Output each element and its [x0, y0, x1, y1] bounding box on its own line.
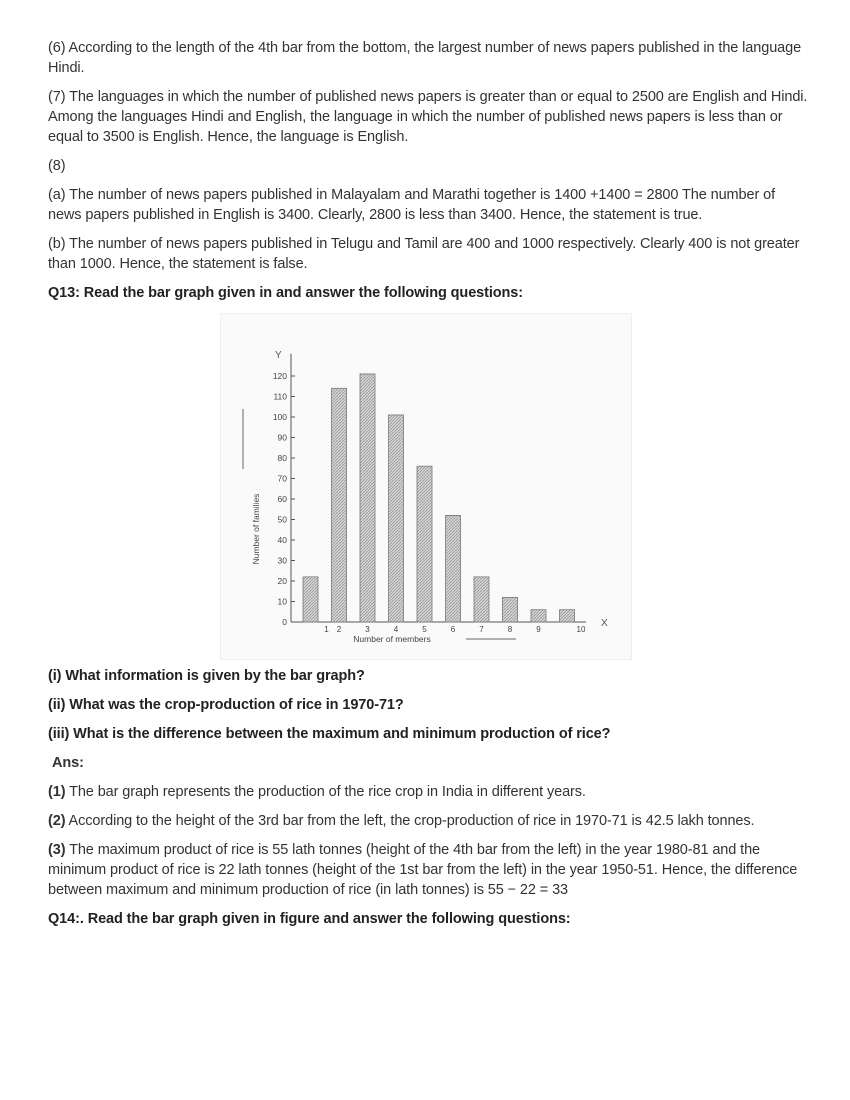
y-tick-label: 110 [273, 391, 287, 402]
question-14-title: Q14:. Read the bar graph given in figure and answer the following questions: [48, 911, 571, 927]
y-tick-label: 120 [272, 371, 287, 381]
x-tick-label: 9 [536, 625, 541, 634]
y-tick-label: 0 [282, 617, 287, 627]
x-tick-label: 4 [393, 625, 399, 634]
bar-5 [417, 466, 432, 622]
bar-6 [446, 515, 461, 622]
answer-13-3-text: The maximum product of rice is 55 lath tonnes (height of the 4th bar from the left) in the year 1980-81 and the minimum product of rice is 22 lath tonnes (height of the 1st bar from the left) in the year 1950-51. Hence, the difference between maximum and minimum production of rice (in lath tonnes) is 55 − 22 = 33 [48, 842, 798, 898]
x-tick-label: 2 [336, 625, 342, 634]
question-13-i: (i) What information is given by the bar graph? [48, 668, 365, 684]
y-tick-label: 60 [277, 494, 287, 504]
answer-13-1-text: The bar graph represents the production of the rice crop in India in different years. [65, 784, 586, 800]
answer-13-2-number: (2) [48, 813, 66, 829]
y-axis-letter: Y [275, 349, 282, 361]
bar-8 [503, 597, 518, 622]
bar-4 [389, 415, 404, 622]
x-tick-label: 8 [507, 625, 513, 634]
y-tick-label: 10 [277, 596, 287, 607]
bar-7 [474, 577, 489, 622]
answer-13-3 [48, 840, 808, 900]
answer-8a: (a) The number of news papers published in Malayalam and Marathi together is 1400 +1400 = 2800 The number of news papers published in English is 3400. Clearly, 2800 is less than 3400. Hence, the statement is true. [48, 187, 776, 223]
answer-13-1 [48, 782, 808, 802]
x-tick-label: 3 [365, 625, 370, 634]
answer-13-1-number: (1) [48, 784, 66, 800]
bar-10 [560, 610, 575, 622]
y-tick-label: 90 [277, 432, 287, 443]
bar-graph-figure [220, 313, 632, 660]
question-13-ii: (ii) What was the crop-production of rice in 1970-71? [48, 697, 404, 713]
document-page [48, 38, 808, 938]
bar-1 [303, 577, 318, 622]
x-tick-label: 5 [422, 625, 427, 634]
answer-13-2-text: According to the height of the 3rd bar from the left, the crop-production of rice in 1970-71 is 42.5 lakh tonnes. [65, 813, 755, 829]
x-tick-label: 1 [324, 625, 329, 634]
y-tick-label: 100 [272, 412, 287, 422]
x-tick-label: 6 [450, 625, 456, 634]
y-axis-label: Number of families [251, 493, 261, 565]
x-tick-label: 10 [576, 625, 586, 634]
y-tick-label: 40 [277, 535, 287, 545]
bar-2 [332, 388, 347, 622]
y-tick-label: 80 [277, 453, 287, 463]
x-tick-label: 7 [479, 625, 484, 634]
answer-label: Ans: [52, 755, 84, 771]
answer-8b: (b) The number of news papers published in Telugu and Tamil are 400 and 1000 respectively. Clearly 400 is not greater than 1000. Hence, the statement is false. [48, 236, 800, 272]
bar-9 [531, 610, 546, 622]
question-13-title: Q13: Read the bar graph given in and answer the following questions: [48, 285, 523, 301]
answer-6: (6) According to the length of the 4th bar from the bottom, the largest number of news papers published in the language Hindi. [48, 40, 802, 76]
y-tick-label: 20 [277, 576, 287, 586]
answer-8-heading: (8) [48, 158, 66, 174]
y-tick-label: 70 [277, 473, 287, 484]
x-axis-label: Number of members [353, 634, 431, 644]
y-tick-label: 30 [277, 555, 287, 566]
y-tick-label: 50 [277, 514, 287, 525]
answer-13-2 [48, 811, 808, 831]
answer-7: (7) The languages in which the number of published news papers is greater than or equal to 2500 are English and Hindi. Among the languages Hindi and English, the language in which the number of published news papers is less than or equal to 3500 is English. Hence, the language is English. [48, 89, 808, 145]
question-13-iii: (iii) What is the difference between the maximum and minimum production of rice? [48, 726, 611, 742]
bar-3 [360, 374, 375, 622]
x-axis-letter: X [601, 618, 608, 629]
answer-13-3-number: (3) [48, 842, 66, 858]
bar-chart [221, 314, 631, 659]
